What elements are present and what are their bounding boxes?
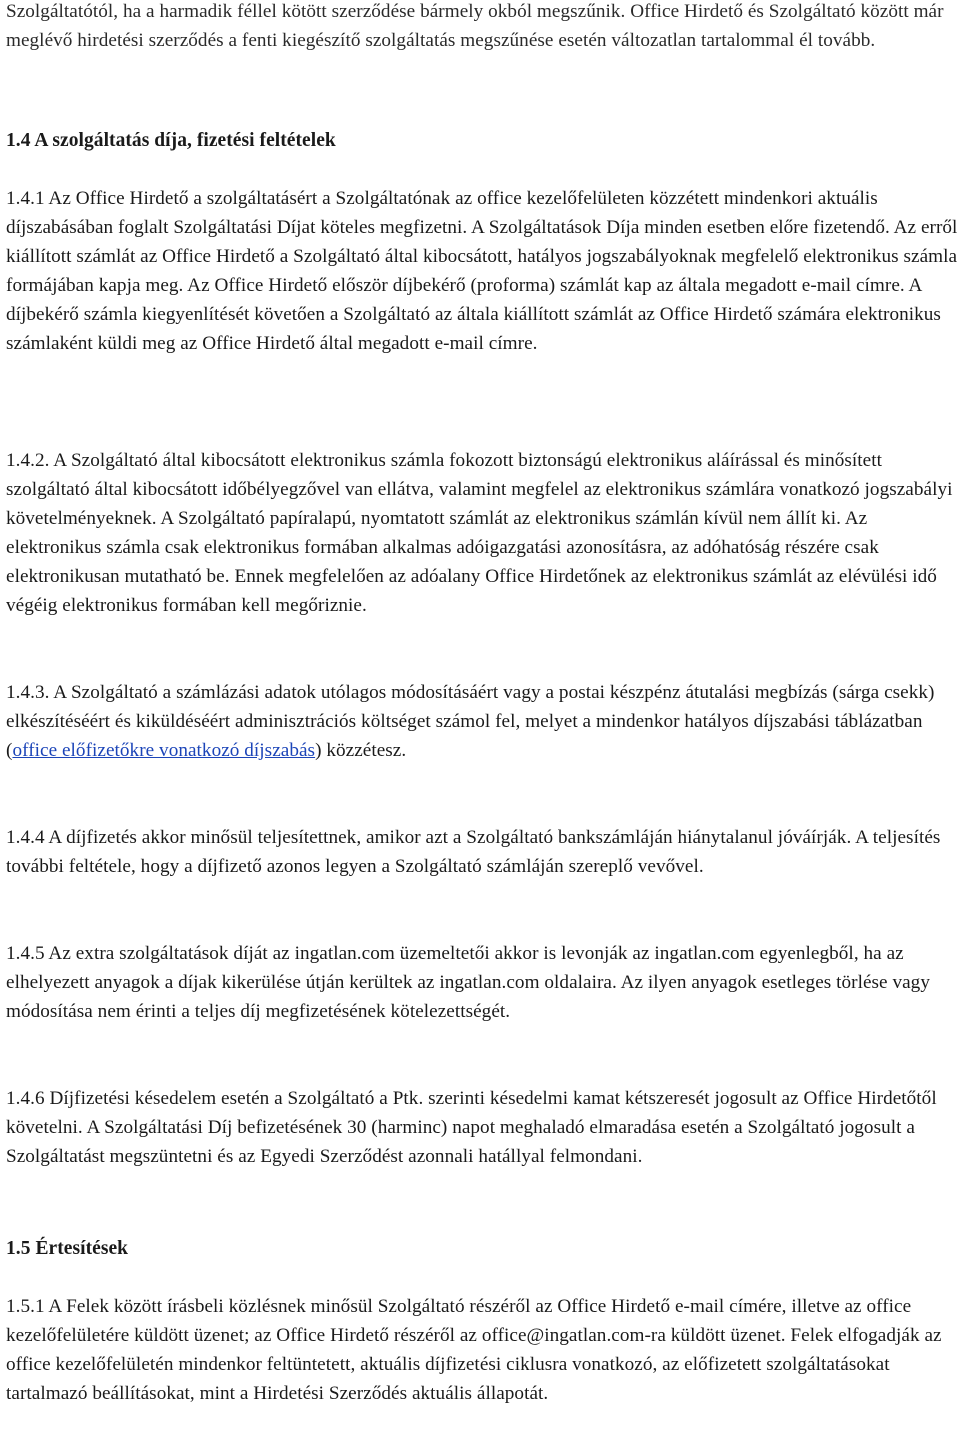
- paragraph-1-4-4: 1.4.4 A díjfizetés akkor minősül teljesítettnek, amikor azt a Szolgáltató bankszámláján hiánytalanul jóváírják. A teljesítés további feltétele, hogy a díjfizető azonos legyen a Szolgáltató számláján szereplő vevővel.: [6, 827, 941, 877]
- paragraph-1-4-1: 1.4.1 Az Office Hirdető a szolgáltatásért a Szolgáltatónak az office kezelőfelületen közzétett mindenkori aktuális díjszabásában foglalt Szolgáltatási Díjat köteles megfizetni. A Szolgáltatások Díja minden esetben előre fizetendő. Az erről kiállított számlát az Office Hirdető a Szolgáltató által kibocsátott, hatályos jogszabályoknak megfelelő elektronikus számla formájában kapja meg. Az Office Hirdető először díjbekérő (proforma) számlát kap az általa megadott e-mail címre. A díjbekérő számla kiegyenlítését követően a Szolgáltató az általa kiállított számlát az Office Hirdető számára elektronikus számlaként küldi meg az Office Hirdető által megadott e-mail címre.: [6, 188, 958, 354]
- paragraph-1-4-2: 1.4.2. A Szolgáltató által kibocsátott elektronikus számla fokozott biztonságú elektronikus aláírással és minősített szolgáltató által kibocsátott időbélyegzővel van ellátva, valamint megfelel az elektronikus számlára vonatkozó jogszabályi követelményeknek. A Szolgáltató papíralapú, nyomtatott számlát az elektronikus számlán kívül nem állít ki. Az elektronikus számla csak elektronikus formában alkalmas adóigazgatási azonosításra, az adóhatóság részére csak elektronikusan mutatható be. Ennek megfelelően az adóalany Office Hirdetőnek az elektronikus számlát az elévülési idő végéig elektronikus formában kell megőriznie.: [6, 450, 953, 616]
- section-1-5-heading: 1.5 Értesítések: [6, 1238, 129, 1259]
- paragraph-1-4-3: [6, 678, 958, 765]
- paragraph-1-4-5: 1.4.5 Az extra szolgáltatások díját az ingatlan.com üzemeltetői akkor is levonják az ingatlan.com egyenlegből, ha az elhelyezett anyagok a díjak kikerülése útján kerültek az ingatlan.com oldalaira. Az ilyen anyagok esetleges törlése vagy módosítása nem érinti a teljes díj megfizetésének kötelezettségét.: [6, 943, 930, 1022]
- paragraph-1-4-6: 1.4.6 Díjfizetési késedelem esetén a Szolgáltató a Ptk. szerinti késedelmi kamat kétszeresét jogosult az Office Hirdetőtől követelni. A Szolgáltatási Díj befizetésének 30 (harminc) napot meghaladó elmaradása esetén a Szolgáltató jogosult a Szolgáltatást megszüntetni és az Egyedi Szerződést azonnali hatállyal felmondani.: [6, 1088, 937, 1167]
- paragraph-1-4-3-text-after: ) közzétesz.: [315, 740, 407, 761]
- intro-paragraph: Szolgáltatótól, ha a harmadik féllel kötött szerződése bármely okból megszűnik. Office Hirdető és Szolgáltató között már meglévő hirdetési szerződés a fenti kiegészítő szolgáltatás megszűnése esetén változatlan tartalommal él tovább.: [6, 1, 944, 51]
- paragraph-1-4-3-text-before: 1.4.3. A Szolgáltató a számlázási adatok utólagos módosításáért vagy a postai készpénz átutalási megbízás (sárga csekk) elkészítéséért és kiküldéséért adminisztrációs költséget számol fel, melyet a mindenkor hatályos díjszabási táblázatban (: [6, 682, 935, 761]
- paragraph-1-5-1: 1.5.1 A Felek között írásbeli közlésnek minősül Szolgáltató részéről az Office Hirdető e-mail címére, illetve az office kezelőfelületére küldött üzenet; az Office Hirdető részéről az office@ingatlan.com-ra küldött üzenet. Felek elfogadják az office kezelőfelületén mindenkor feltüntetett, aktuális díjfizetési ciklusra vonatkozó, az előfizetett szolgáltatásokat tartalmazó beállításokat, mint a Hirdetési Szerződés aktuális állapotát.: [6, 1296, 942, 1404]
- section-1-4-heading: 1.4 A szolgáltatás díja, fizetési feltételek: [6, 130, 336, 151]
- pricing-link[interactable]: office előfizetőkre vonatkozó díjszabás: [12, 740, 316, 761]
